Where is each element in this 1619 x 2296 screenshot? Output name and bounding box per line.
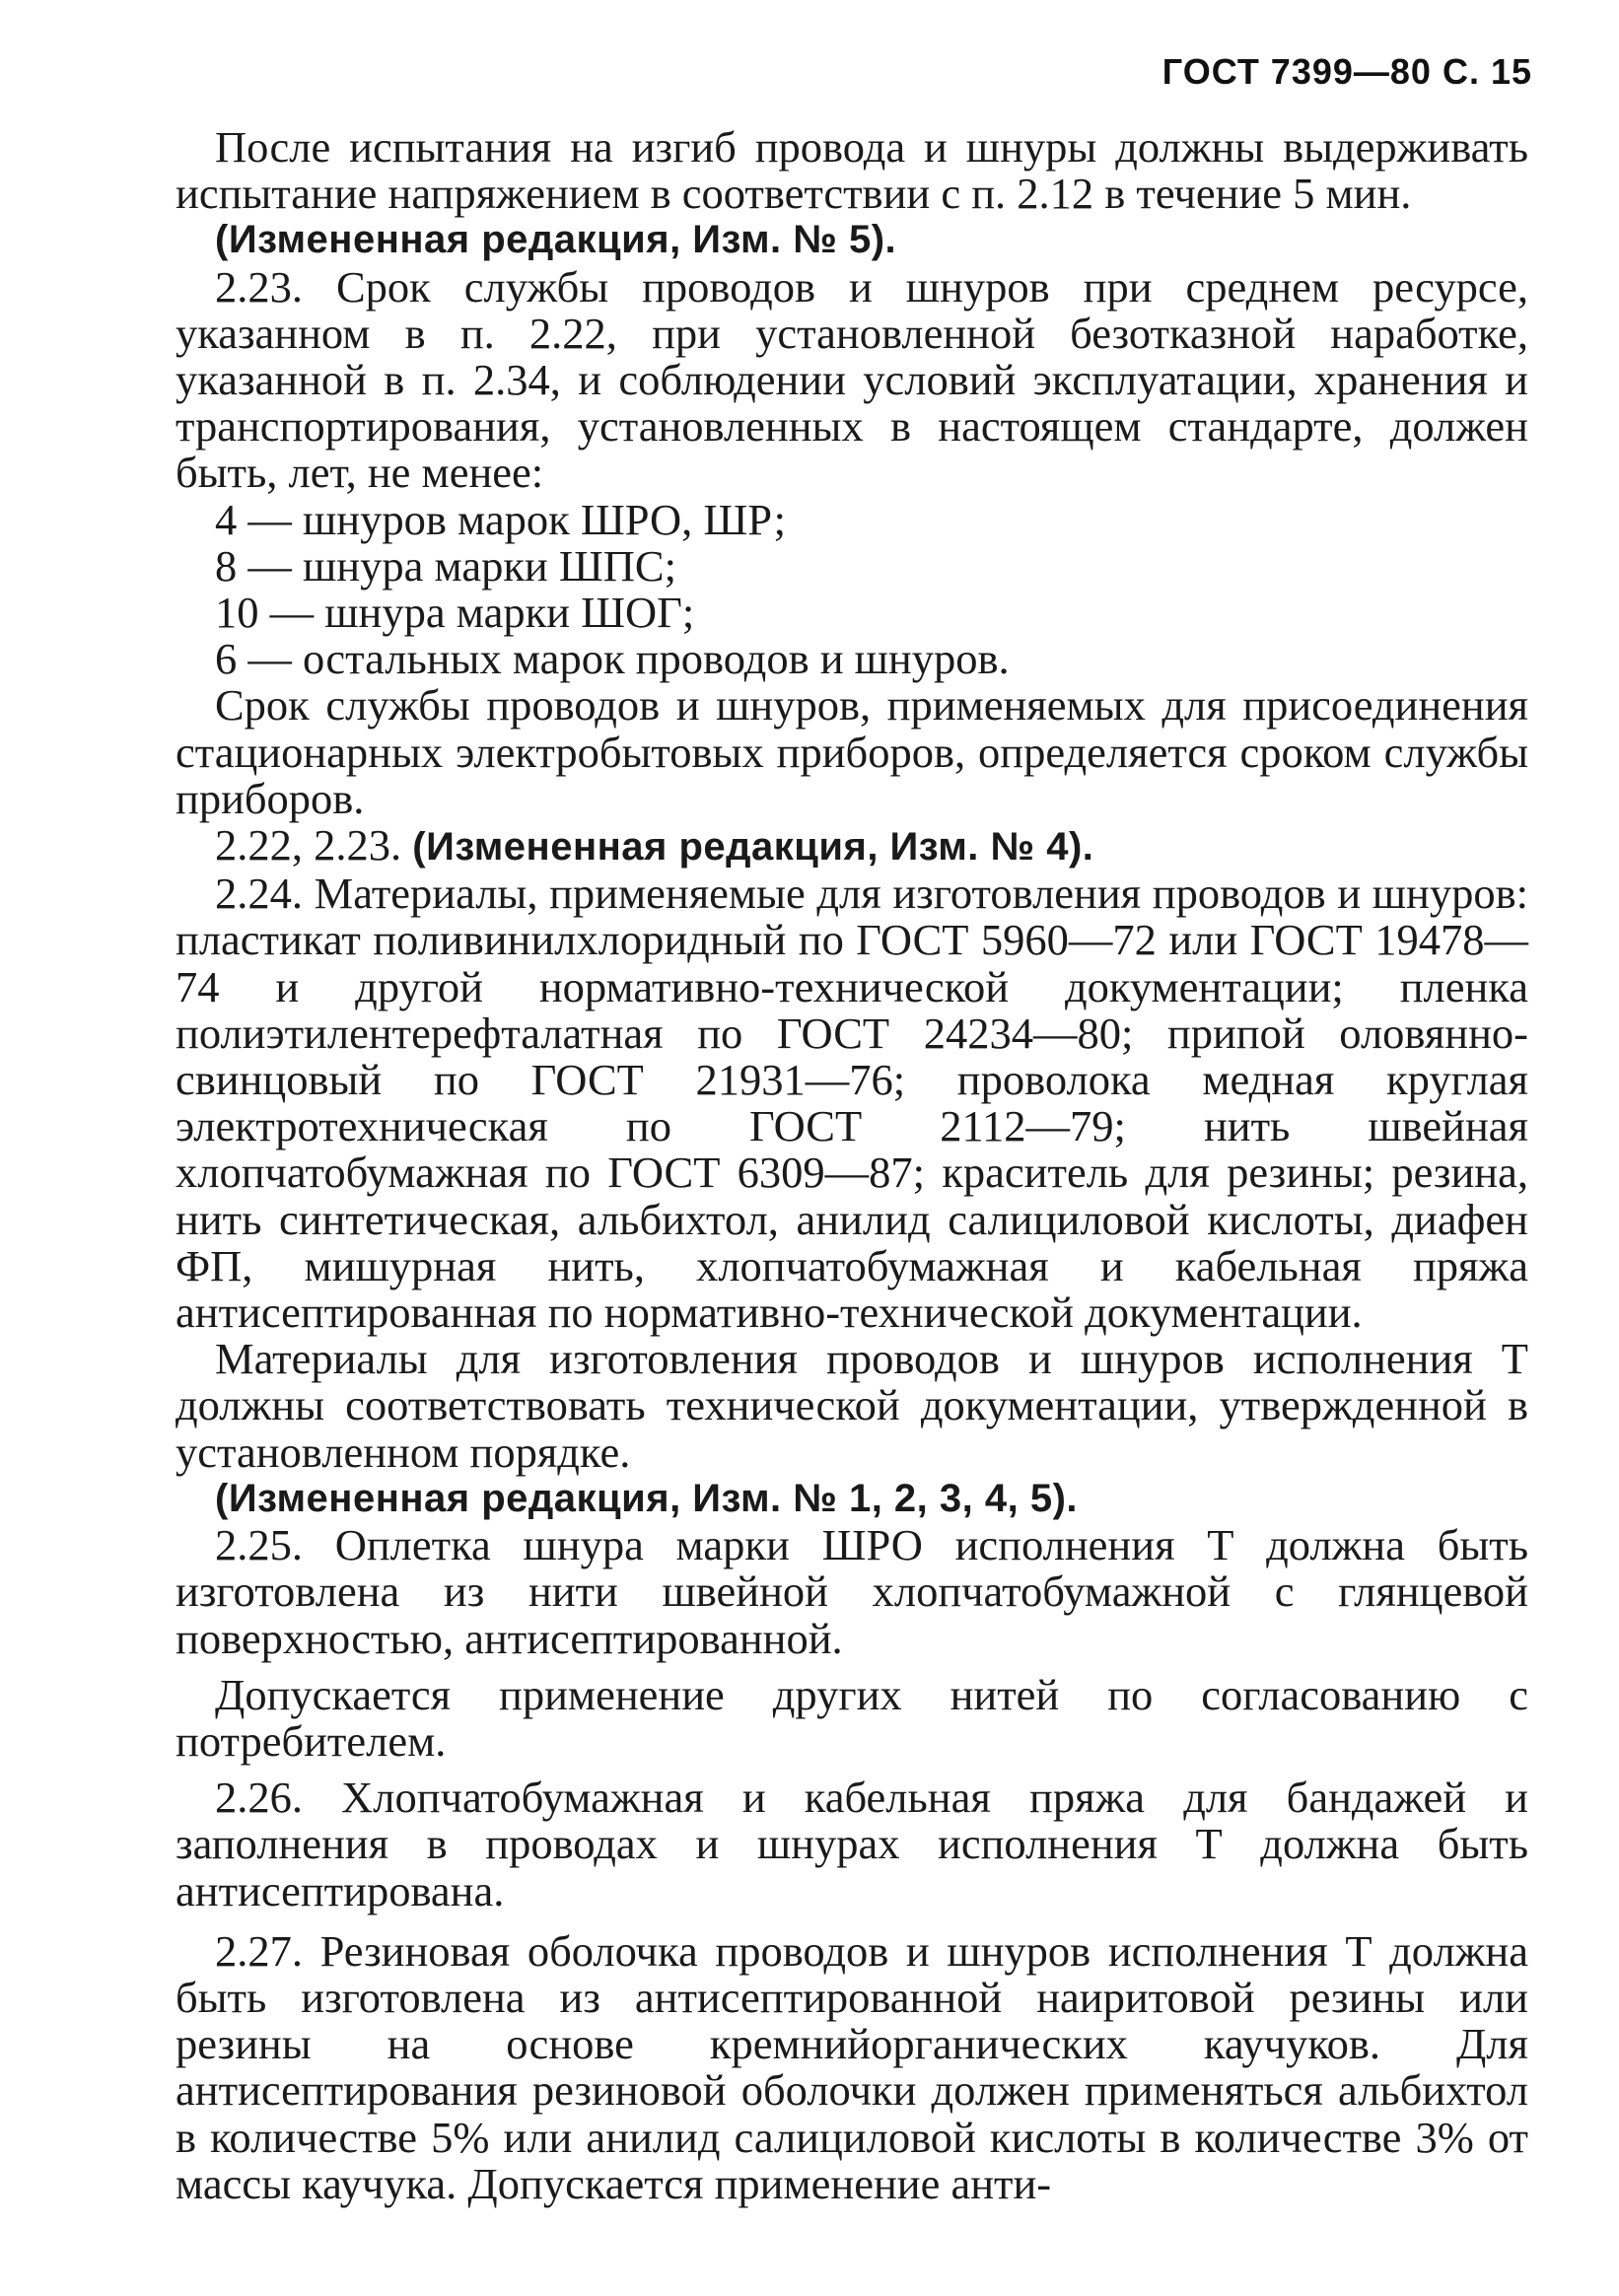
list-item: 6 — остальных марок проводов и шнуров. [215,634,1010,684]
running-head: ГОСТ 7399—80 С. 15 [1161,51,1532,92]
paragraph: После испытания на изгиб провода и шнуры должны выдерживать испытание напряжением в соответствии с п. 2.12 в течение 5 мин. [176,122,1528,219]
paragraph: Срок службы проводов и шнуров, применяемых для присоединения стационарных электробытовых приборов, определяется сроком службы приборов. [176,680,1528,823]
paragraph-2-23: 2.23. Срок службы проводов и шнуров при среднем ресурсе, указанном в п. 2.22, при установленной безотказной наработке, указанной в п. 2.34, и соблюдении условий эксплуатации, хранения и транспортирования, установленных в настоящем стандарте, должен быть, лет, не менее: [176,261,1528,498]
paragraph-2-25: 2.25. Оплетка шнура марки ШРО исполнения Т должна быть изготовлена из нити швейной хлопчатобумажной с глянцевой поверхностью, антисептированной. [176,1520,1528,1663]
paragraph-2-24: 2.24. Материалы, применяемые для изготовления проводов и шнуров: пластикат поливинилхлоридный по ГОСТ 5960—72 или ГОСТ 19478—74 и другой нормативно-технической документации; пленка полиэтилентерефталатная по ГОСТ 24234—80; припой оловянно-свинцовый по ГОСТ 21931—76; проволока медная круглая электротехническая по ГОСТ 2112—79; нить швейная хлопчатобумажная по ГОСТ 6309—87; краситель для резины; резина, нить синтетическая, альбихтол, анилид салициловой кислоты, диафен ФП, мишурная нить, хлопчатобумажная и кабельная пряжа антисептированная по нормативно-технической документации. [176,869,1528,1338]
body-text [176,124,1528,2207]
paragraph: Материалы для изготовления проводов и шнуров исполнения Т должны соответствовать технической документации, утвержденной в установленном порядке. [176,1334,1528,1477]
amendment-note: (Измененная редакция, Изм. № 5). [215,218,897,262]
list-item: 8 — шнура марки ШПС; [215,540,676,591]
amendment-note: (Измененная редакция, Изм. № 1, 2, 3, 4, 5). [215,1476,1079,1520]
paragraph-2-27: 2.27. Резиновая оболочка проводов и шнуров исполнения Т должна быть изготовлена из антисептированной наиритовой резины или резины на основе кремнийорганических каучуков. Для антисептирования резиновой оболочки должен применяться альбихтол в количестве 5% или анилид салициловой кислоты в количестве 3% от массы каучука. Допускается применение анти- [176,1925,1528,2208]
amendment-clauses: 2.22, 2.23. [215,820,402,870]
paragraph-2-26: 2.26. Хлопчатобумажная и кабельная пряжа для бандажей и заполнения в проводах и шнурах исполнения Т должна быть антисептирована. [176,1773,1528,1915]
amendment-note [176,822,1528,870]
amendment-label: (Измененная редакция, Изм. № 4). [412,825,1094,870]
list-item: 10 — шнура марки ШОГ; [215,588,695,638]
list-item: 4 — шнуров марок ШРО, ШР; [215,494,787,544]
paragraph: Допускается применение других нитей по согласованию с потребителем. [176,1669,1528,1766]
